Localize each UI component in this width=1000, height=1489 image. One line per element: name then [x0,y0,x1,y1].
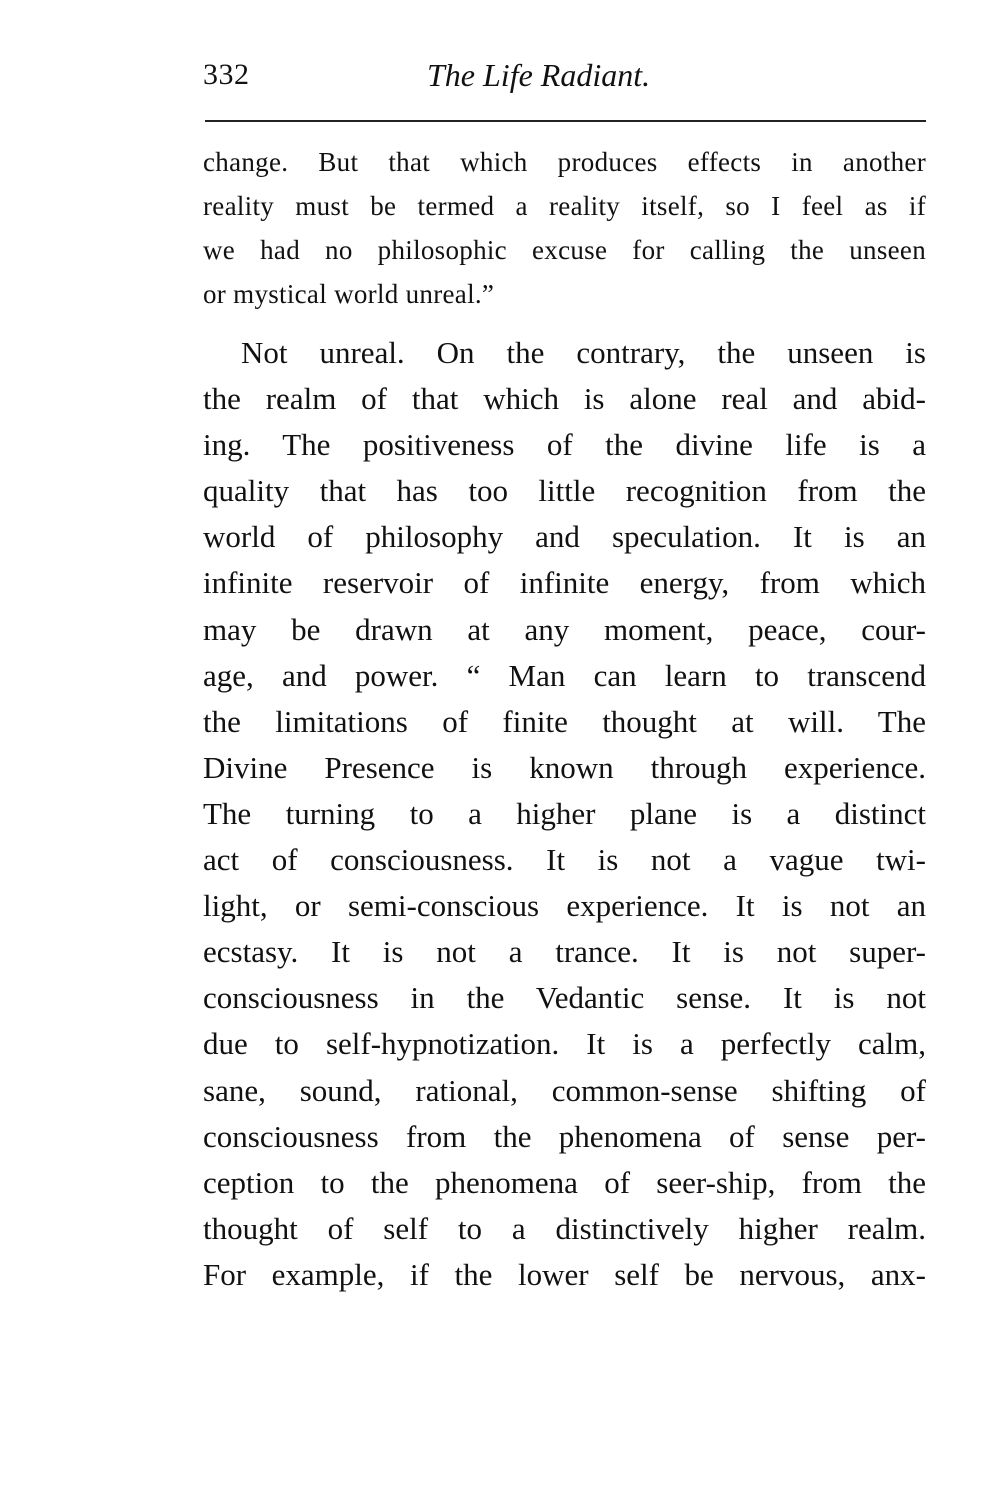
body-line: due to self-hypnotization. It is a perfectly calm, [203,1026,926,1062]
body-line: infinite reservoir of infinite energy, from which [203,565,926,601]
body-line: thought of self to a distinctively higher realm. [203,1210,926,1246]
body-line: act of consciousness. It is not a vague twi- [203,842,926,878]
body-line: age, and power. “ Man can learn to transcend [203,657,926,693]
body-line: ecstasy. It is not a trance. It is not super- [203,934,926,970]
quote-paragraph [203,140,926,316]
book-title: The Life Radiant. [427,57,651,93]
body-line: the realm of that which is alone real and abid- [203,381,926,417]
quote-line: we had no philosophic excuse for calling the unseen [203,235,926,265]
body-line: consciousness in the Vedantic sense. It is not [203,980,926,1016]
quote-line: reality must be termed a reality itself, so I feel as if [203,191,926,221]
body-line: ception to the phenomena of seer-ship, from the [203,1164,926,1200]
body-line: consciousness from the phenomena of sense per- [203,1118,926,1154]
body-line: world of philosophy and speculation. It is an [203,519,926,555]
body-line: sane, sound, rational, common-sense shifting of [203,1072,926,1108]
body-line: may be drawn at any moment, peace, cour- [203,611,926,647]
body-line: For example, if the lower self be nervous, anx- [203,1256,926,1292]
running-head [203,55,926,95]
body-line: Not unreal. On the contrary, the unseen is [241,335,926,370]
body-line: Divine Presence is known through experience. [203,749,926,785]
header-divider [205,120,926,122]
body-line: ing. The positiveness of the divine life is a [203,427,926,463]
book-page [203,0,926,1489]
quote-line: change. But that which produces effects in another [203,147,926,177]
main-paragraph [203,330,926,1298]
body-line: light, or semi-conscious experience. It is not an [203,888,926,924]
body-line: quality that has too little recognition from the [203,473,926,509]
body-line: The turning to a higher plane is a distinct [203,795,926,831]
quote-line: or mystical world unreal.” [203,279,495,309]
page-number: 332 [203,58,250,91]
body-line: the limitations of finite thought at will. The [203,703,926,739]
